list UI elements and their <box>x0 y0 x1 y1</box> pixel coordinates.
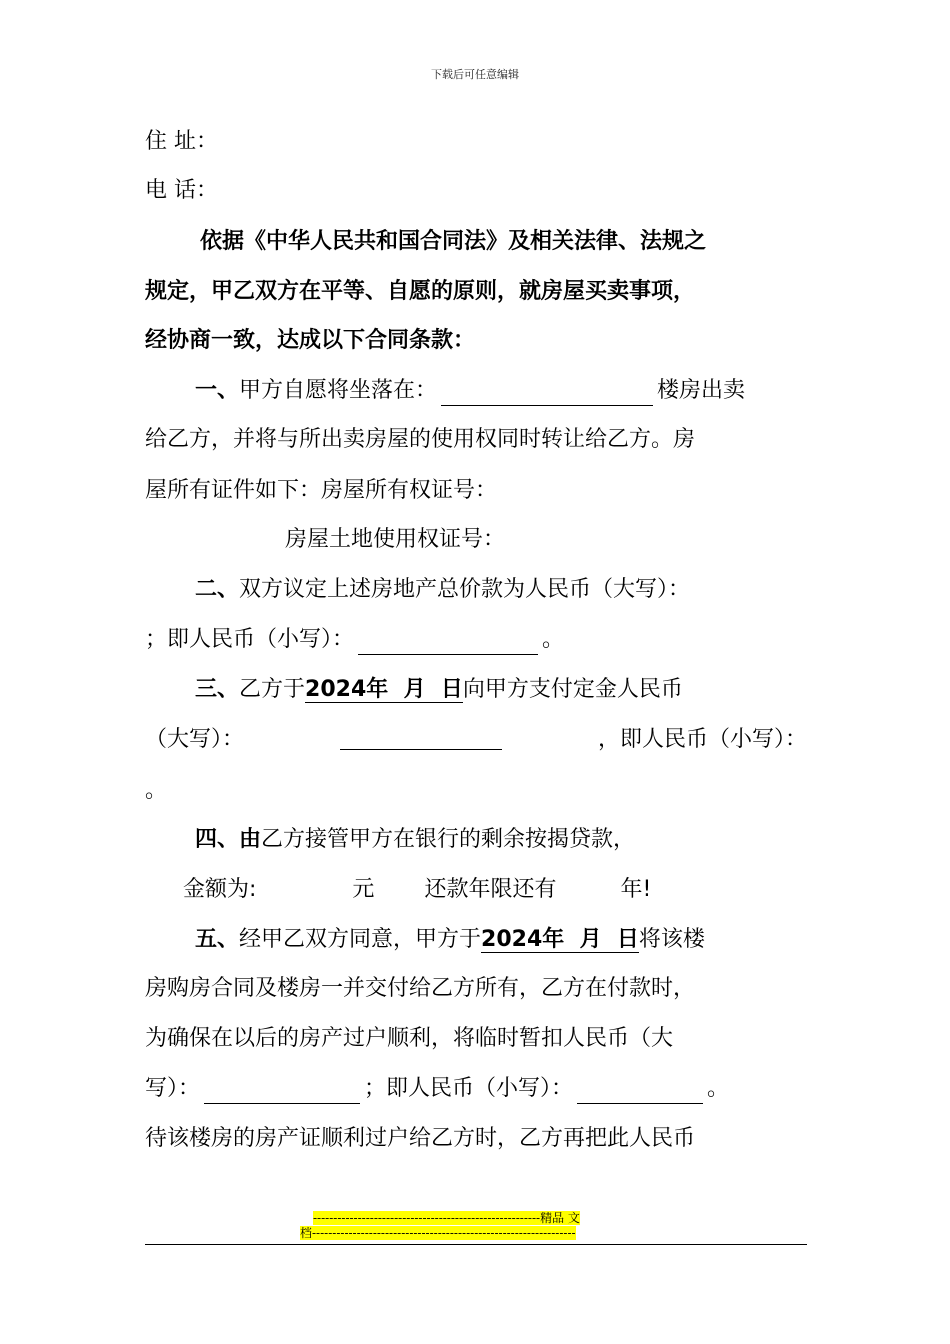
clause-1-line-4: 房屋土地使用权证号： <box>285 527 506 552</box>
clause-5-label: 五、 <box>195 927 240 952</box>
clause-5-line-2: 房购房合同及楼房一并交付给乙方所有，乙方在付款时， <box>145 976 696 1001</box>
handover-date: 2024年 月 日 <box>481 927 639 952</box>
clause-3-post: 向甲方支付定金人民币 <box>462 677 683 702</box>
clause-3-line-1 <box>195 675 807 705</box>
clause-4-line-1 <box>195 825 807 855</box>
clause-1-tail: 楼房出卖 <box>657 378 746 403</box>
year-unit: 年! <box>620 877 652 902</box>
clause-5-pre: 经甲乙双方同意，甲方于 <box>239 927 482 952</box>
clause-5-post: 将该楼 <box>638 927 705 952</box>
footer-rule <box>145 1244 807 1245</box>
clause-5-line-1 <box>195 925 807 955</box>
clause-4-text: 乙方接管甲方在银行的剩余按揭贷款， <box>261 827 636 852</box>
clause-3-big-label: （大写）： <box>145 727 245 752</box>
withhold-tail: 。 <box>707 1076 730 1101</box>
withhold-small-label: ；即人民币（小写）： <box>364 1076 574 1101</box>
phone-line: 电 话： <box>145 178 218 203</box>
intro-line-2: 规定，甲乙双方在平等、自愿的原则，就房屋买卖事项， <box>145 279 696 304</box>
clause-3-line-3: 。 <box>145 778 168 803</box>
withhold-big-label: 写）： <box>145 1076 201 1101</box>
loan-amount-label: 金额为: <box>183 877 257 902</box>
page-header: 下载后可任意编辑 <box>431 68 519 81</box>
address-line: 住 址： <box>145 129 218 154</box>
withhold-small-blank <box>577 1079 703 1104</box>
footer-line-2: 档----------------------------------------------------------------- <box>300 1226 576 1240</box>
deposit-big-blank <box>340 725 502 750</box>
footer-watermark <box>300 1211 650 1241</box>
clause-4-label: 四、由 <box>195 827 262 852</box>
location-blank <box>441 381 653 406</box>
clause-3-pre: 乙方于 <box>239 677 306 702</box>
small-amount-blank <box>358 630 538 655</box>
clause-1-line-1 <box>195 376 807 406</box>
clause-5-line-3: 为确保在以后的房产过户顺利，将临时暂扣人民币（大 <box>145 1026 674 1051</box>
clause-2-label: 二、 <box>195 577 240 602</box>
clause-5-line-5: 待该楼房的房产证顺利过户给乙方时，乙方再把此人民币 <box>145 1126 696 1151</box>
withhold-big-blank <box>204 1079 360 1104</box>
clause-3-label: 三、 <box>195 677 240 702</box>
clause-2-line-1 <box>195 575 807 605</box>
intro-line-1: 依据《中华人民共和国合同法》及相关法律、法规之 <box>200 229 707 254</box>
clause-1-text: 甲方自愿将坐落在： <box>239 378 438 403</box>
footer-line-1: --------------------------------------------------------精品 文 <box>313 1211 580 1225</box>
intro-line-3: 经协商一致，达成以下合同条款： <box>145 328 476 353</box>
clause-4-line-2 <box>183 875 807 905</box>
deposit-date: 2024年 月 日 <box>305 677 463 702</box>
clause-5-line-4 <box>145 1074 807 1104</box>
clause-1-line-3: 屋所有证件如下：房屋所有权证号： <box>145 478 498 503</box>
yuan-unit: 元 <box>352 877 375 902</box>
term-label: 还款年限还有 <box>424 877 557 902</box>
clause-2-text: 双方议定上述房地产总价款为人民币（大写）： <box>239 577 691 602</box>
clause-2-tail: 。 <box>542 627 565 652</box>
clause-3-line-2 <box>145 725 807 755</box>
clause-1-label: 一、 <box>195 378 240 403</box>
clause-2-small-text: ；即人民币（小写）： <box>145 627 355 652</box>
clause-2-line-2 <box>145 625 807 655</box>
clause-3-small-label: ，即人民币（小写）： <box>597 727 807 752</box>
clause-1-line-2: 给乙方，并将与所出卖房屋的使用权同时转让给乙方。房 <box>145 427 696 452</box>
